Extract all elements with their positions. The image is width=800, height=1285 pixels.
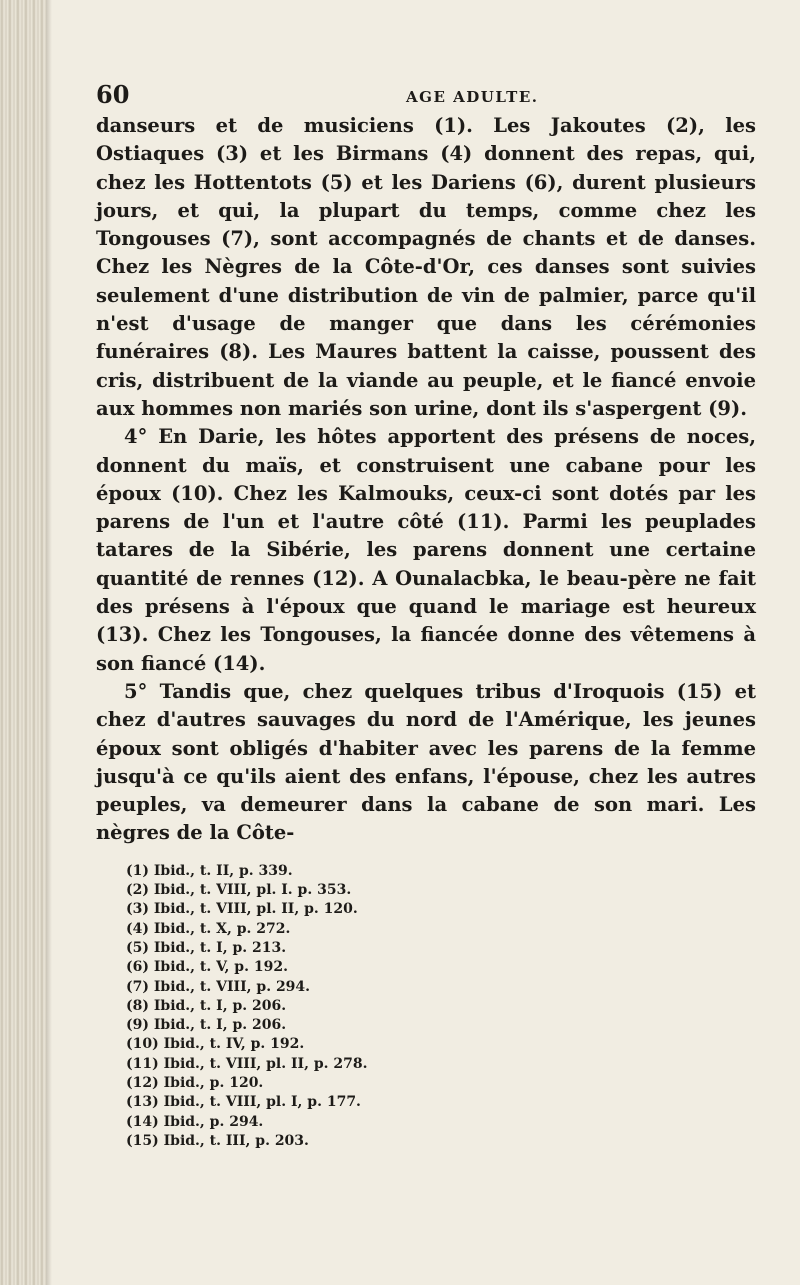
footnote: (13) Ibid., t. VIII, pl. I, p. 177.: [126, 1094, 361, 1111]
footnote: (9) Ibid., t. I, p. 206.: [126, 1017, 287, 1034]
footnote: (11) Ibid., t. VIII, pl. II, p. 278.: [126, 1055, 368, 1072]
book-page: [96, 78, 756, 1151]
paragraph: 4° En Darie, les hôtes apportent des présens de noces, donnent du maïs, et construisent une cabane pour les époux (10). Chez les Kalmouks, ceux-ci sont dotés par les parens de l'un et l'autre côté (11). Parmi les peuplades tatares de la Sibérie, les parens donnent une certaine quantité de rennes (12). A Ounalacbka, le beau-père ne fait des présens à l'époux que quand le mariage est heureux (13). Chez les Tongouses, la fiancée donne des vêtemens à son fiancé (14).: [96, 425, 756, 675]
footnote: (5) Ibid., t. I, p. 213.: [126, 939, 287, 956]
footnote: (15) Ibid., t. III, p. 203.: [126, 1132, 309, 1149]
running-title: AGE ADULTE.: [406, 88, 539, 106]
footnote: (7) Ibid., t. VIII, p. 294.: [126, 978, 311, 995]
footnote: (14) Ibid., p. 294.: [126, 1113, 264, 1130]
footnotes: [126, 862, 756, 1151]
footnote: (3) Ibid., t. VIII, pl. II, p. 120.: [126, 901, 358, 918]
body-text: [96, 112, 756, 848]
footnote: (2) Ibid., t. VIII, pl. I. p. 353.: [126, 882, 352, 899]
footnote: (12) Ibid., p. 120.: [126, 1074, 264, 1091]
footnote: (4) Ibid., t. X, p. 272.: [126, 920, 291, 937]
footnote: (8) Ibid., t. I, p. 206.: [126, 997, 287, 1014]
page-number: 60: [96, 80, 130, 109]
paragraph: danseurs et de musiciens (1). Les Jakoutes (2), les Ostiaques (3) et les Birmans (4) donnent des repas, qui, chez les Hottentots (5) et les Dariens (6), durent plusieurs jours, et qui, la plupart du temps, comme chez les Tongouses (7), sont accompagnés de chants et de danses. Chez les Nègres de la Côte-d'Or, ces danses sont suivies seulement d'une distribution de vin de palmier, parce qu'il n'est d'usage de manger que dans les cérémonies funéraires (8). Les Maures battent la caisse, poussent des cris, distribuent de la viande au peuple, et le fiancé envoie aux hommes non mariés son urine, dont ils s'aspergent (9).: [96, 114, 756, 420]
footnote: (1) Ibid., t. II, p. 339.: [126, 862, 293, 879]
footnote: (10) Ibid., t. IV, p. 192.: [126, 1036, 305, 1053]
paragraph: 5° Tandis que, chez quelques tribus d'Iroquois (15) et chez d'autres sauvages du nord de l'Amérique, les jeunes époux sont obligés d'habiter avec les parens de la femme jusqu'à ce qu'ils aient des enfans, l'épouse, chez les autres peuples, va demeurer dans la cabane de son mari. Les nègres de la Côte-: [96, 679, 756, 845]
footnote: (6) Ibid., t. V, p. 192.: [126, 959, 288, 976]
page-header: [96, 78, 756, 112]
book-binding-edge: [0, 0, 46, 1285]
